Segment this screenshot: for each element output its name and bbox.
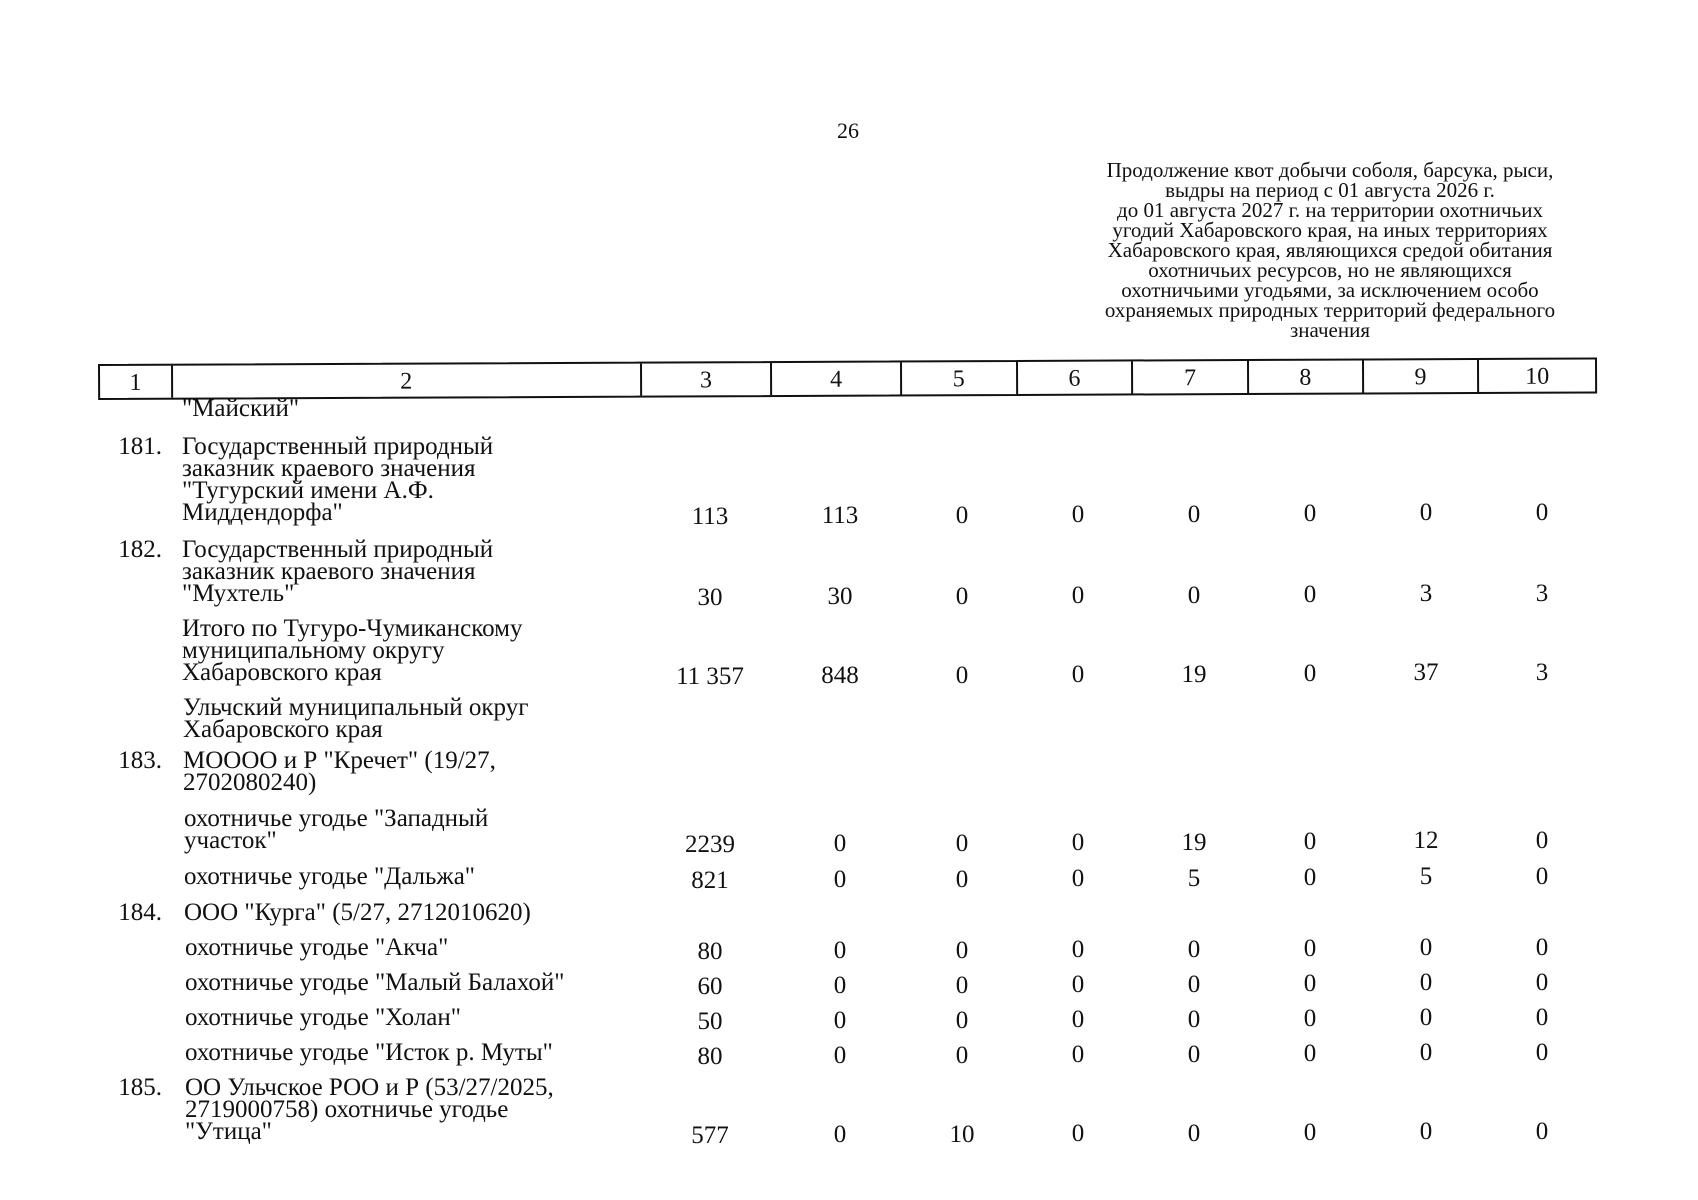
row-name-line: охотничье угодье "Малый Балахой": [185, 969, 565, 996]
row-name-line: 2702080240): [183, 769, 317, 796]
value-col-10: 0: [1535, 1117, 1549, 1145]
value-col-9: 0: [1419, 1039, 1433, 1067]
value-col-8: 0: [1303, 828, 1317, 855]
value-col-5: 0: [955, 1006, 969, 1034]
value-col-3: 2239: [685, 831, 735, 858]
value-col-6: 0: [1071, 829, 1085, 857]
row-name: [184, 899, 531, 926]
value-col-9: 0: [1419, 499, 1433, 527]
heading-line: до 01 августа 2027 г. на территории охотничьих: [1117, 198, 1543, 222]
value-col-8: 0: [1303, 935, 1317, 962]
heading-line: охотничьими угодьями, за исключением особо: [1121, 278, 1539, 302]
value-col-10: 0: [1535, 933, 1549, 961]
value-col-10: 0: [1535, 968, 1549, 996]
row-name-line: Миддендорфа": [182, 499, 343, 526]
row-name-line: заказник краевого значения: [182, 558, 476, 585]
value-col-9: 0: [1419, 1004, 1433, 1032]
heading-line: Хабаровского края, являющихся средой обитания: [1107, 238, 1553, 262]
value-col-9: 0: [1419, 969, 1433, 997]
row-name: [185, 1074, 554, 1145]
value-col-6: 0: [1071, 936, 1085, 964]
row-name-line: 2719000758) охотничье угодье: [185, 1096, 509, 1123]
value-col-3: 60: [697, 973, 723, 1000]
row-name-line: Хабаровского края: [182, 659, 382, 686]
row-name-line: муниципальному округу: [182, 637, 445, 664]
column-header-4: 4: [772, 362, 902, 395]
value-col-4: 0: [833, 1042, 847, 1070]
value-col-10: 3: [1535, 579, 1549, 607]
row-name-line: Хабаровского края: [183, 716, 383, 743]
value-col-7: 0: [1187, 581, 1201, 609]
column-header-2: 2: [173, 364, 642, 398]
value-col-10: 0: [1535, 826, 1549, 854]
value-col-8: 0: [1303, 581, 1317, 608]
heading-line: Продолжение квот добычи соболя, барсука, рыси,: [1106, 158, 1554, 182]
value-col-6: 0: [1071, 865, 1085, 893]
value-col-6: 0: [1071, 661, 1085, 689]
value-col-9: 0: [1419, 934, 1433, 962]
value-col-10: 3: [1535, 658, 1549, 686]
heading-line: угодий Хабаровского края, на иных территориях: [1112, 218, 1548, 242]
heading-line: охраняемых природных территорий федерального: [1104, 298, 1556, 322]
row-name: [182, 536, 494, 607]
row-name-line: охотничье угодье "Акча": [185, 934, 449, 961]
value-col-8: 0: [1303, 1119, 1317, 1146]
value-col-7: 0: [1187, 1119, 1201, 1147]
heading-line: выдры на период с 01 августа 2026 г.: [1165, 178, 1495, 202]
value-col-8: 0: [1303, 1005, 1317, 1032]
row-name: [182, 615, 523, 686]
row-name-line: ОО Ульчское РОО и Р (53/27/2025,: [185, 1074, 554, 1101]
row-name: [184, 863, 476, 890]
column-header-8: 8: [1249, 360, 1364, 393]
value-col-7: 0: [1187, 970, 1201, 998]
value-col-9: 3: [1419, 580, 1433, 608]
value-col-4: 0: [833, 972, 847, 1000]
heading-line: значения: [1289, 318, 1371, 342]
row-name-line: ООО "Курга" (5/27, 2712010620): [184, 899, 531, 926]
value-col-10: 0: [1535, 1003, 1549, 1031]
value-col-6: 0: [1071, 1041, 1085, 1069]
row-name: [185, 969, 565, 996]
row-name-line: заказник краевого значения: [182, 455, 476, 482]
value-col-9: 0: [1419, 1118, 1433, 1146]
column-header-5: 5: [902, 362, 1018, 395]
column-header-6: 6: [1018, 361, 1134, 394]
value-col-5: 0: [955, 936, 969, 964]
row-name-line: Государственный природный: [182, 433, 494, 460]
row-name-line: Государственный природный: [182, 536, 494, 563]
row-number: 185.: [118, 1074, 162, 1101]
value-col-3: 577: [691, 1122, 729, 1149]
value-col-7: 19: [1181, 660, 1207, 688]
column-header-3: 3: [642, 363, 773, 396]
value-col-7: 0: [1187, 935, 1201, 963]
value-col-5: 10: [949, 1120, 975, 1148]
row-name: [182, 395, 300, 422]
value-col-6: 0: [1071, 582, 1085, 610]
row-name: [185, 934, 449, 961]
value-col-6: 0: [1071, 971, 1085, 999]
value-col-7: 0: [1187, 500, 1201, 528]
value-col-8: 0: [1303, 864, 1317, 891]
row-name: [183, 747, 496, 796]
row-name: [183, 694, 529, 743]
row-name-line: "Тугурский имени А.Ф.: [182, 477, 434, 504]
column-header-1: 1: [100, 366, 173, 398]
row-name-line: Итого по Тугуро-Чумиканскому: [182, 615, 523, 642]
value-col-6: 0: [1071, 501, 1085, 529]
value-col-4: 0: [833, 1007, 847, 1035]
value-col-8: 0: [1303, 500, 1317, 527]
row-name-line: Ульчский муниципальный округ: [183, 694, 529, 721]
value-col-4: 0: [833, 866, 847, 894]
value-col-7: 5: [1187, 864, 1201, 892]
row-name: [182, 433, 494, 526]
column-header-9: 9: [1364, 360, 1480, 393]
value-col-10: 0: [1535, 1038, 1549, 1066]
row-name-line: "Майский": [182, 395, 300, 422]
value-col-4: 0: [833, 830, 847, 858]
value-col-9: 37: [1413, 659, 1439, 687]
value-col-8: 0: [1303, 660, 1317, 687]
value-col-5: 0: [955, 1041, 969, 1069]
row-number: 181.: [118, 433, 162, 460]
row-name-line: охотничье угодье "Дальжа": [184, 863, 476, 890]
column-header-7: 7: [1133, 361, 1249, 394]
value-col-9: 5: [1419, 863, 1433, 891]
row-name: [184, 805, 489, 854]
value-col-3: 80: [697, 938, 723, 965]
value-col-10: 0: [1535, 862, 1549, 890]
value-col-8: 0: [1303, 970, 1317, 997]
value-col-4: 30: [827, 583, 853, 611]
row-name-line: охотничье угодье "Исток р. Муты": [185, 1039, 553, 1066]
row-number: 184.: [118, 899, 162, 926]
row-number: 183.: [118, 747, 162, 774]
value-col-5: 0: [955, 829, 969, 857]
value-col-4: 0: [833, 937, 847, 965]
value-col-3: 821: [691, 867, 729, 894]
value-col-8: 0: [1303, 1040, 1317, 1067]
value-col-4: 113: [821, 502, 859, 530]
row-name-line: охотничье угодье "Западный: [184, 805, 489, 832]
value-col-5: 0: [955, 501, 969, 529]
value-col-5: 0: [955, 971, 969, 999]
column-header-10: 10: [1525, 363, 1550, 390]
value-col-6: 0: [1071, 1120, 1085, 1148]
value-col-3: 80: [697, 1043, 723, 1070]
value-col-3: 30: [697, 584, 723, 611]
value-col-3: 11 357: [676, 663, 744, 690]
row-name-line: охотничье угодье "Холан": [185, 1004, 461, 1031]
row-number: 182.: [118, 536, 162, 563]
value-col-7: 0: [1187, 1005, 1201, 1033]
value-col-7: 19: [1181, 828, 1207, 856]
page-number: 26: [837, 118, 859, 143]
value-col-4: 0: [833, 1121, 847, 1149]
row-name: [185, 1004, 461, 1031]
row-name-line: "Утица": [185, 1118, 272, 1145]
value-col-4: 848: [821, 662, 859, 690]
heading-line: охотничьих ресурсов, но не являющихся: [1148, 258, 1512, 282]
value-col-5: 0: [955, 661, 969, 689]
value-col-5: 0: [955, 865, 969, 893]
row-name-line: участок": [184, 827, 277, 854]
value-col-7: 0: [1187, 1040, 1201, 1068]
value-col-3: 113: [691, 503, 729, 530]
row-name: [185, 1039, 553, 1066]
value-col-5: 0: [955, 582, 969, 610]
row-name-line: "Мухтель": [182, 580, 295, 607]
row-name-line: МОООО и Р "Кречет" (19/27,: [183, 747, 496, 774]
value-col-10: 0: [1535, 498, 1549, 526]
value-col-9: 12: [1413, 827, 1439, 855]
value-col-6: 0: [1071, 1006, 1085, 1034]
value-col-3: 50: [697, 1008, 723, 1035]
